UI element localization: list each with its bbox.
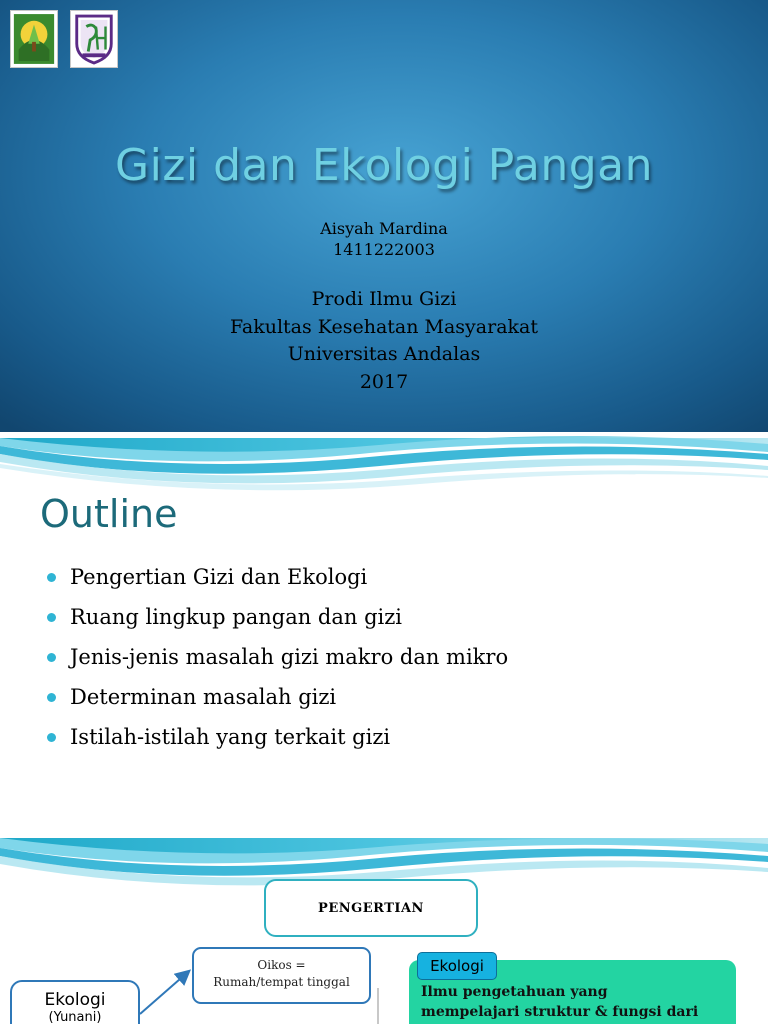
definition-line: mempelajari struktur & fungsi dari bbox=[421, 1004, 699, 1020]
list-item: Ruang lingkup pangan dan gizi bbox=[40, 600, 508, 640]
list-item: Determinan masalah gizi bbox=[40, 680, 508, 720]
oikos-box bbox=[192, 947, 371, 1004]
ekologi-language: (Yunani) bbox=[48, 1010, 102, 1024]
author-id: 1411222003 bbox=[333, 240, 435, 259]
outline-list bbox=[40, 560, 508, 760]
definition-line: Ilmu pengetahuan yang bbox=[421, 984, 608, 1000]
outline-title: Outline bbox=[40, 492, 178, 536]
definition-slide bbox=[0, 838, 768, 1024]
author-block bbox=[0, 218, 768, 260]
university-name: Universitas Andalas bbox=[287, 343, 481, 365]
definition-tag: Ekologi bbox=[417, 952, 497, 980]
year: 2017 bbox=[359, 370, 409, 393]
outline-slide bbox=[0, 432, 768, 812]
list-item: Istilah-istilah yang terkait gizi bbox=[40, 720, 508, 760]
institution-block bbox=[0, 286, 768, 396]
ekologi-origin-box bbox=[10, 980, 140, 1024]
oikos-term: Oikos = bbox=[257, 958, 306, 972]
program-name: Prodi Ilmu Gizi bbox=[311, 288, 457, 310]
list-item: Jenis-jenis masalah gizi makro dan mikro bbox=[40, 640, 508, 680]
ekologi-term: Ekologi bbox=[44, 990, 106, 1010]
section-heading: PENGERTIAN bbox=[264, 879, 478, 937]
presentation-title: Gizi dan Ekologi Pangan bbox=[115, 140, 653, 191]
list-item: Pengertian Gizi dan Ekologi bbox=[40, 560, 508, 600]
oikos-meaning: Rumah/tempat tinggal bbox=[213, 975, 350, 989]
public-health-logo-icon bbox=[70, 10, 118, 68]
author-name: Aisyah Mardina bbox=[320, 219, 448, 238]
title-slide bbox=[0, 0, 768, 432]
faculty-name: Fakultas Kesehatan Masyarakat bbox=[229, 315, 538, 338]
university-logo-icon bbox=[10, 10, 58, 68]
